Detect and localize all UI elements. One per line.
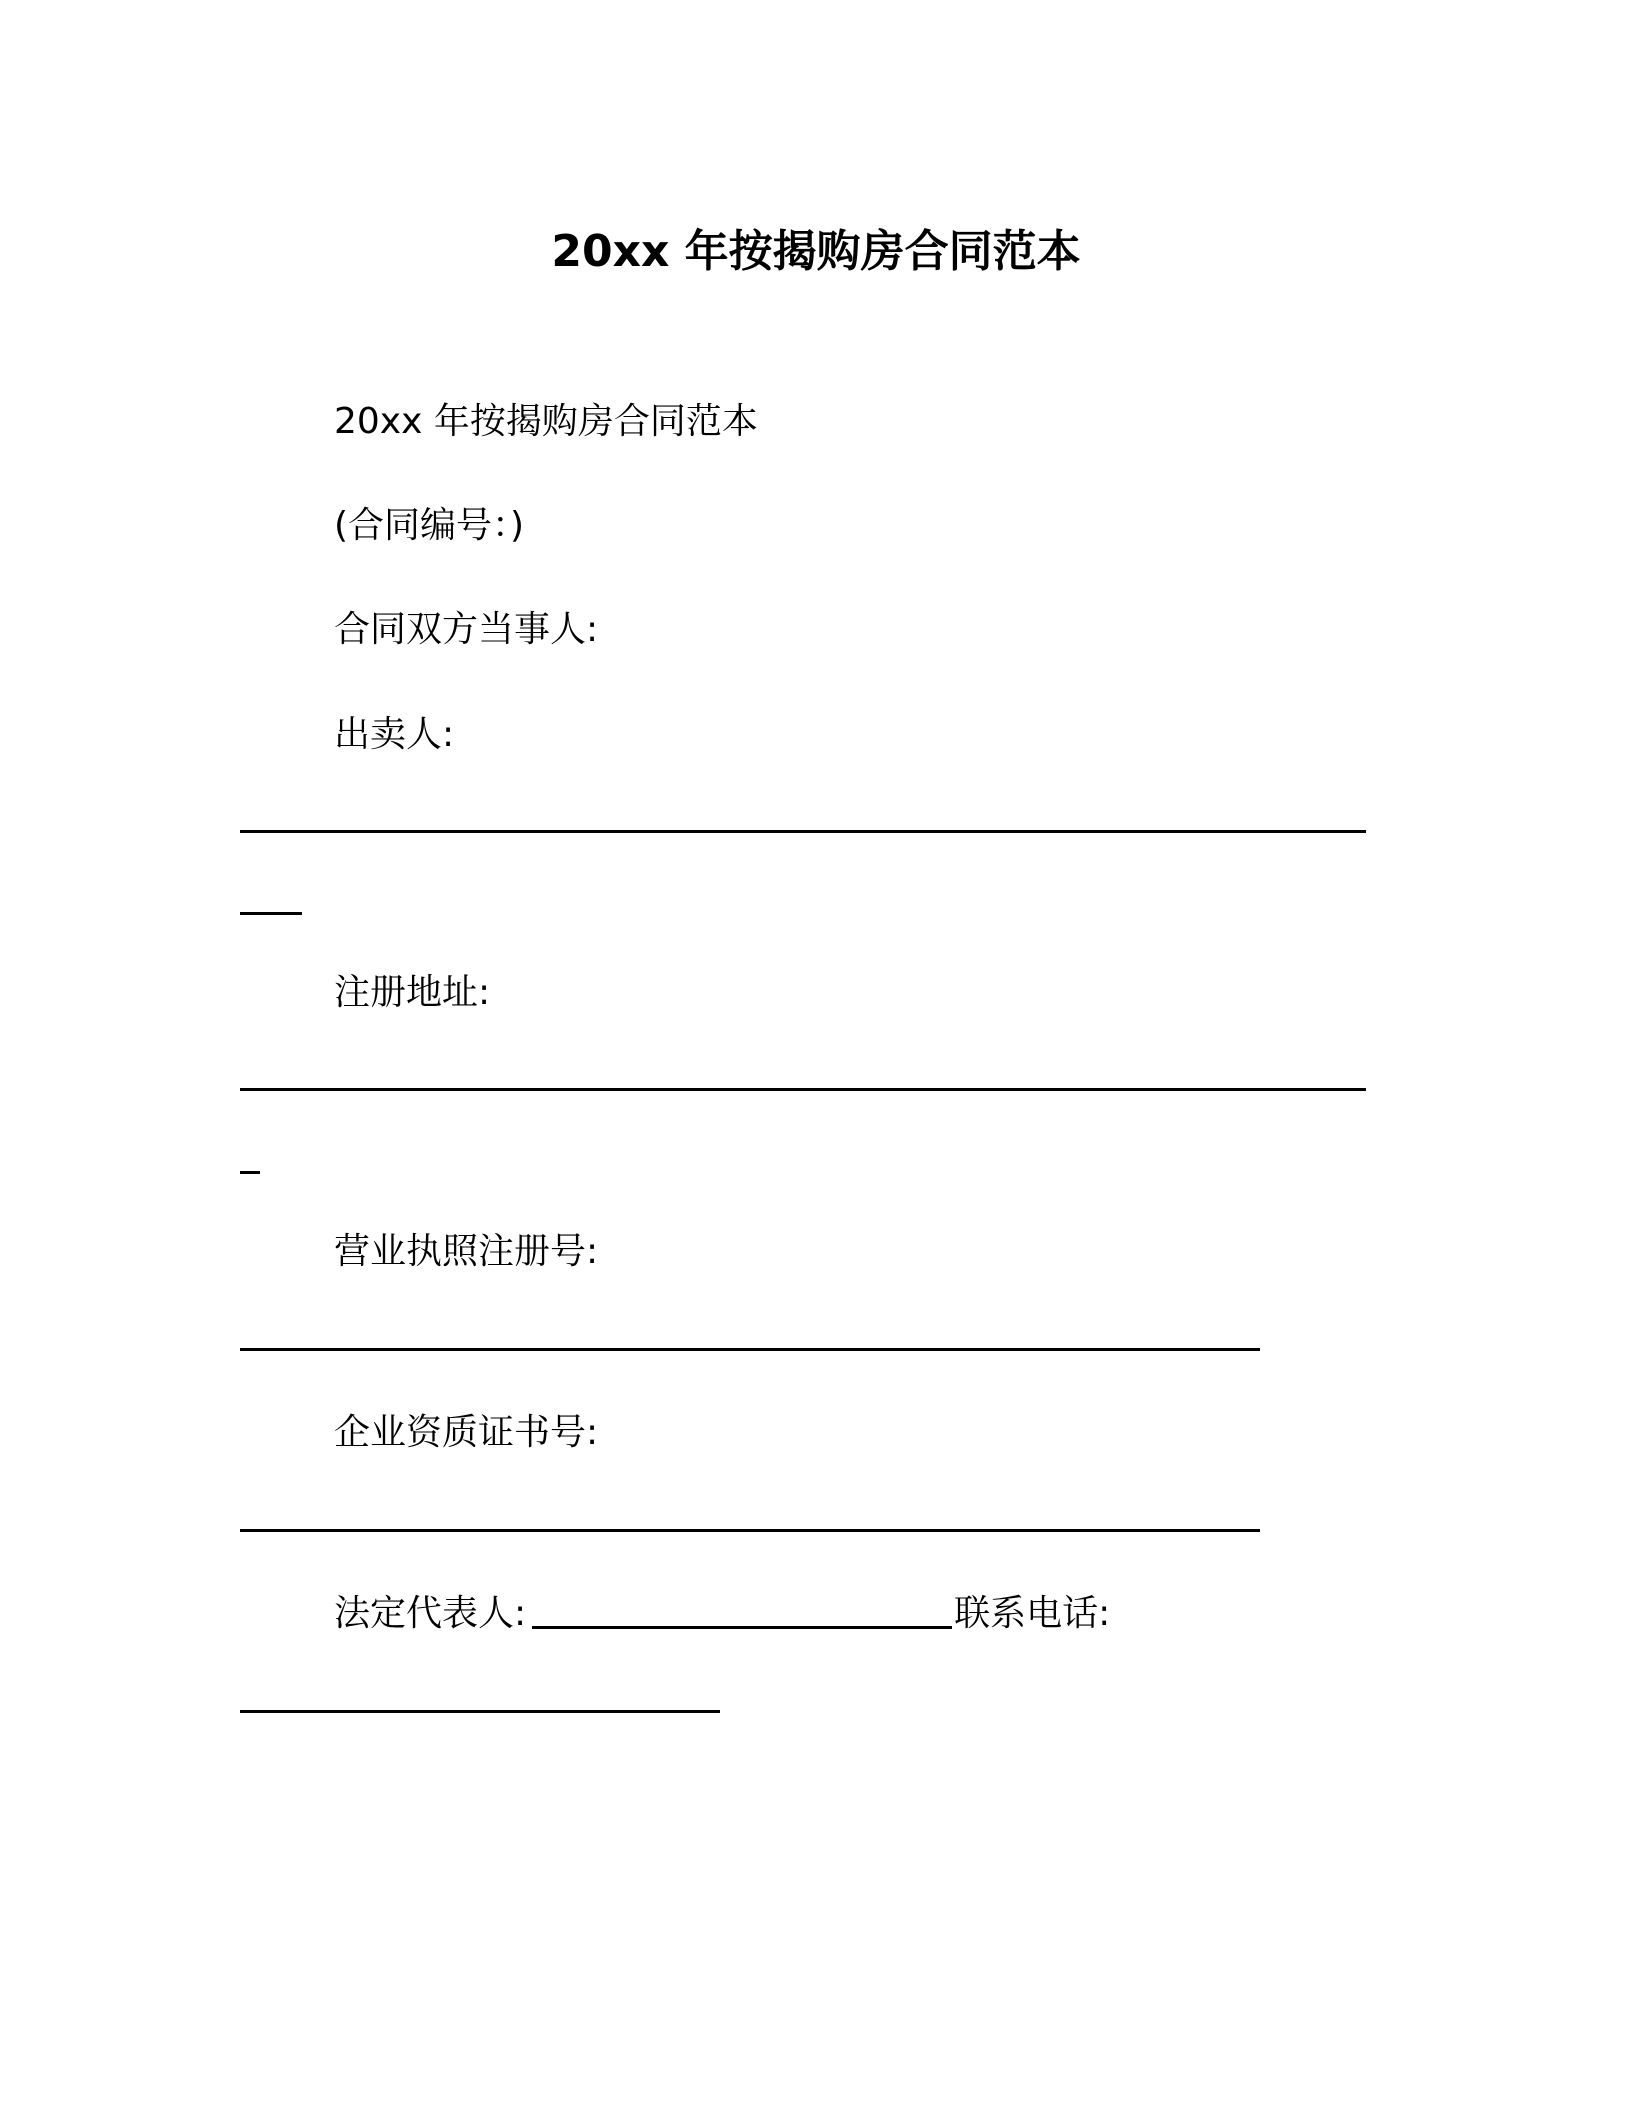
qualification-cert-label: 企业资质证书号: [334, 1412, 599, 1453]
seller-label: 出卖人: [334, 714, 455, 755]
seller-blank-line-cont [240, 912, 302, 915]
registered-address-label: 注册地址: [334, 972, 491, 1013]
license-blank-line [240, 1348, 1260, 1351]
legal-rep-blank-line [532, 1626, 952, 1629]
address-blank-line-cont [240, 1171, 260, 1174]
document-title: 20xx 年按揭购房合同范本 [551, 226, 1081, 277]
business-license-label: 营业执照注册号: [334, 1231, 599, 1272]
seller-blank-line [240, 830, 1366, 833]
address-blank-line [240, 1088, 1366, 1091]
phone-blank-line [240, 1710, 720, 1713]
legal-rep-label: 法定代表人: [334, 1593, 527, 1634]
contact-phone-label: 联系电话: [954, 1593, 1111, 1634]
contract-number-label: (合同编号：) [334, 505, 525, 546]
legal-rep-row [334, 1589, 1110, 1639]
parties-label: 合同双方当事人: [334, 609, 599, 650]
document-subtitle: 20xx 年按揭购房合同范本 [334, 401, 758, 442]
cert-blank-line [240, 1529, 1260, 1532]
